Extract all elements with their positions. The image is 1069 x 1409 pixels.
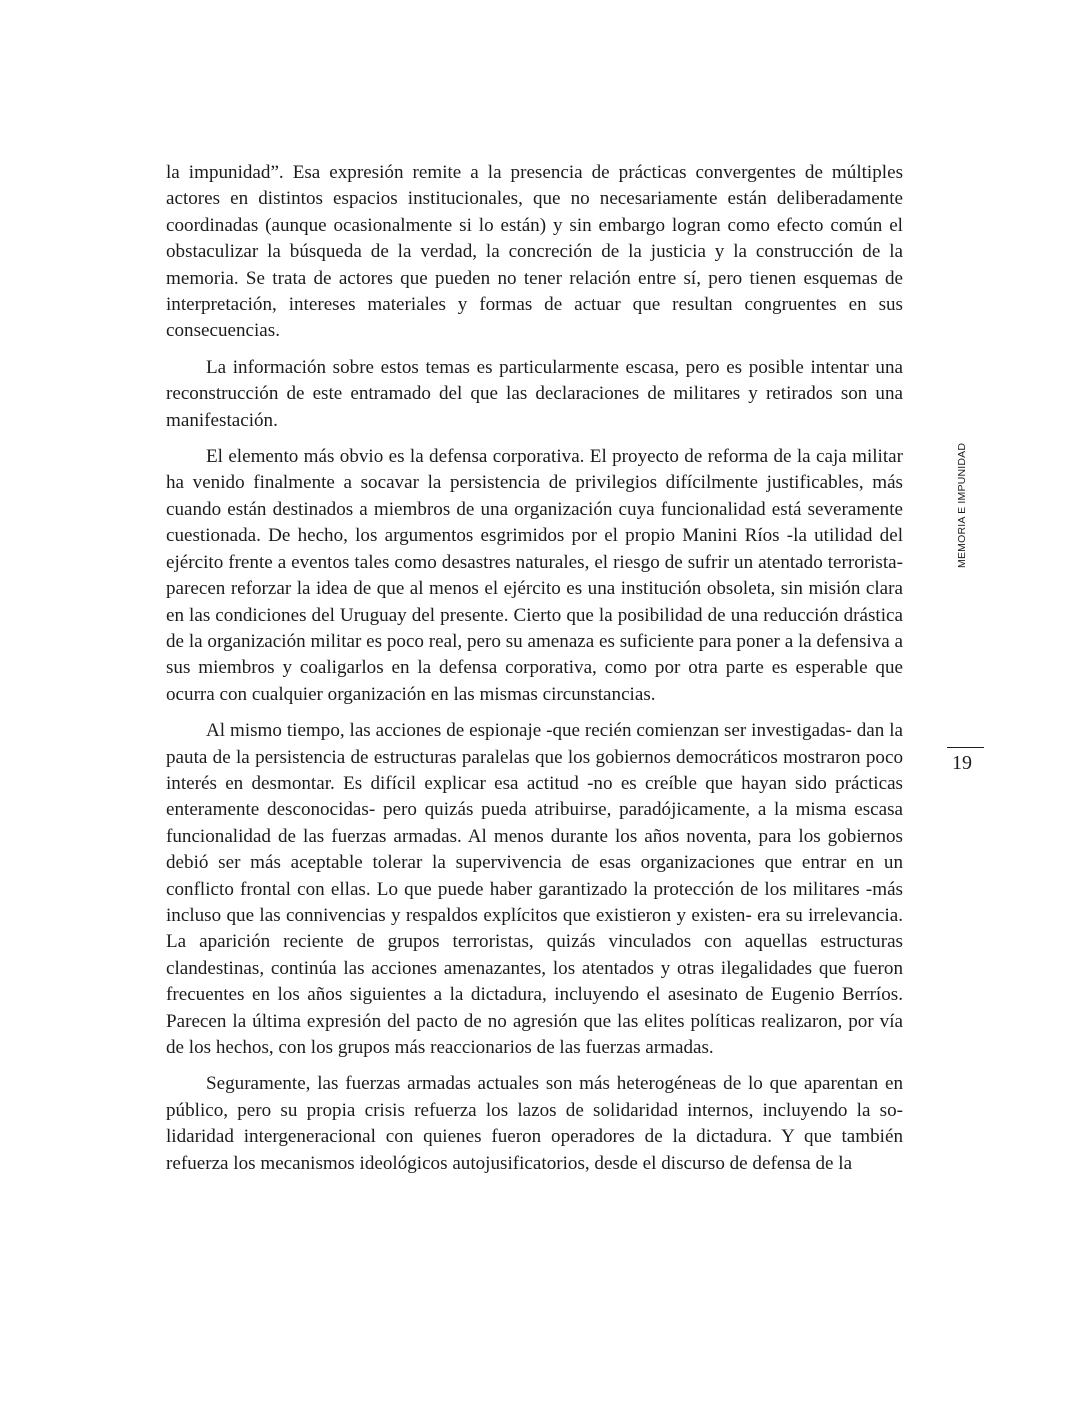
running-head: MEMORIA E IMPUNIDAD <box>956 442 968 568</box>
body-text <box>166 160 903 1187</box>
paragraph-espionaje: Al mismo tiempo, las acciones de espionaje -que recién comienzan ser investigadas- dan la pauta de la persistencia de estructuras paralelas que los gobiernos democráticos mostraron poco interés en desmontar. Es difícil explicar esa actitud -no es creíble que hayan sido prácticas enteramente desconocidas- pero quizás pueda atribuirse, paradójicamente, a la misma escasa funcionalidad de las fuerzas armadas. Al menos durante los años noventa, para los gobiernos debió ser más aceptable tolerar la supervivencia de esas organizaciones que entrar en un conflicto frontal con ellas. Lo que puede haber garantizado la protección de los militares -más incluso que las connivencias y respaldos explícitos que existieron y existen- era su irrelevancia. La aparición reciente de grupos terroristas, quizás vinculados con aquellas estructuras clandestinas, continúa las acciones amenazantes, los atentados y otras ilegalidades que fueron frecuentes en los años siguientes a la dictadura, incluyendo el asesinato de Eugenio Berríos. Parecen la última expresión del pacto de no agresión que las elites políticas realizaron, por vía de los hechos, con los grupos más reaccionarios de las fuerzas armadas. <box>166 720 903 1058</box>
folio-rule <box>947 747 984 748</box>
paragraph-fuerzas-armadas: Seguramente, las fuerzas armadas actuales son más heterogéneas de lo que aparentan en público, pero su propia crisis refuerza los lazos de solidaridad internos, incluyendo la solidaridad intergeneracional con quienes fueron operadores de la dictadura. Y que también refuerza los mecanismos ideológicos autojusificatorios, desde el discurso de defensa de la <box>166 1073 903 1174</box>
paragraph-informacion: La información sobre estos temas es particularmente escasa, pero es posible intentar una reconstrucción de este entramado del que las declaraciones de militares y retirados son una manifestación. <box>166 356 903 431</box>
paragraph-defensa-corporativa: El elemento más obvio es la defensa corporativa. El proyecto de reforma de la caja militar ha venido finalmente a socavar la persistencia de privilegios difícilmente justificables, más cuando están destinados a miembros de una organización cuya funcionalidad está severamente cuestionada. De hecho, los argumentos esgrimidos por el propio Manini Ríos -la utilidad del ejército frente a eventos tales como desastres naturales, el riesgo de sufrir un atentado terrorista- parecen reforzar la idea de que al menos el ejército es una institución obsoleta, sin misión clara en las condiciones del Uruguay del presente. Cierto que la posibilidad de una reducción drástica de la organización militar es poco real, pero su amenaza es suficiente para poner a la defensiva a sus miembros y coaligarlos en la defensa corporativa, como por otra parte es esperable que ocurra con cualquier organización en las mismas circunstancias. <box>166 446 903 705</box>
page-number: 19 <box>952 752 972 774</box>
paragraph-continued: la impunidad”. Esa expresión remite a la presencia de prácticas convergentes de múltiples actores en distintos espacios institucionales, que no necesariamente están deliberadamente coordinadas (aunque ocasionalmente si lo están) y sin embargo logran como efecto común el obstaculizar la búsqueda de la verdad, la concreción de la justicia y la construcción de la memoria. Se trata de actores que pueden no tener relación entre sí, pero tienen esquemas de interpretación, intereses materiales y formas de actuar que resultan congruentes en sus consecuencias. <box>166 162 903 342</box>
